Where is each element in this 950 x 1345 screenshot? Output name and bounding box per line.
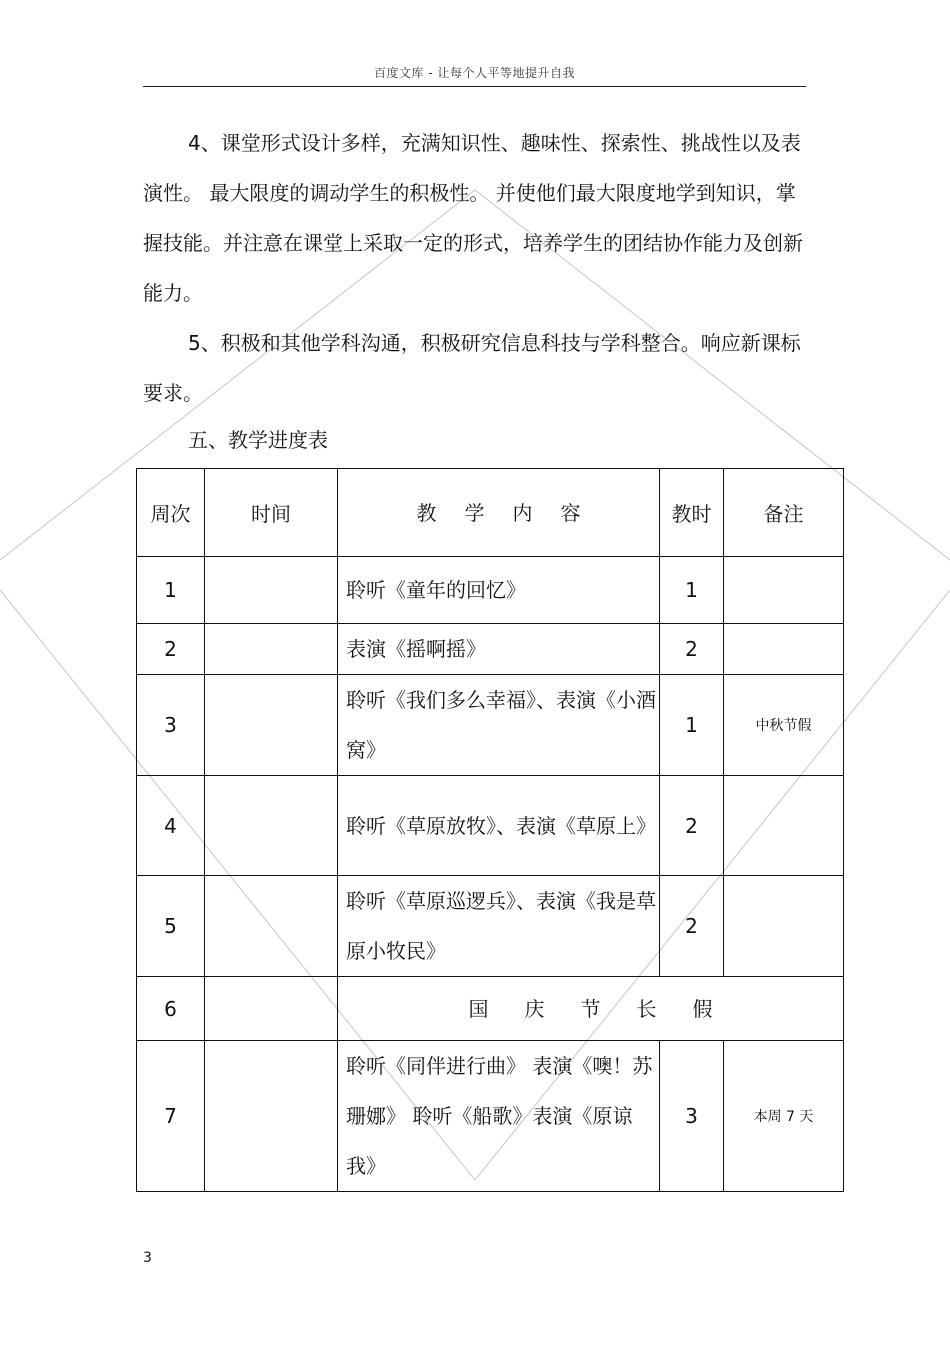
cell-content: 表演《摇啊摇》 (338, 624, 660, 675)
page-header: 百度文库 - 让每个人平等地提升自我 (374, 66, 575, 80)
cell-hours: 3 (660, 1041, 724, 1192)
cell-week: 7 (137, 1041, 205, 1192)
table-row (137, 624, 844, 675)
paragraph-4 (143, 118, 803, 318)
cell-week: 1 (137, 557, 205, 624)
table-header-row (137, 469, 844, 557)
cell-time (205, 624, 338, 675)
cell-hours: 2 (660, 876, 724, 977)
cell-hours: 2 (660, 624, 724, 675)
table-row (137, 977, 844, 1041)
cell-hours: 2 (660, 776, 724, 876)
cell-week: 6 (137, 977, 205, 1041)
cell-content: 聆听《童年的回忆》 (338, 557, 660, 624)
cell-time (205, 876, 338, 977)
paragraph-5-text: 5、积极和其他学科沟通，积极研究信息科技与学科整合。响应新课标要求。 (143, 331, 801, 405)
header-hours: 教时 (660, 469, 724, 557)
cell-content: 聆听《同伴进行曲》 表演《噢！苏珊娜》 聆听《船歌》表演《原谅我》 (338, 1041, 660, 1192)
table-row (137, 557, 844, 624)
header-time: 时间 (205, 469, 338, 557)
cell-holiday: 国庆节长假 (338, 977, 844, 1041)
table-row (137, 1041, 844, 1192)
cell-note (724, 776, 844, 876)
cell-week: 5 (137, 876, 205, 977)
page-number: 3 (143, 1250, 152, 1266)
section-title: 五、教学进度表 (188, 428, 328, 452)
header-divider (143, 86, 806, 87)
cell-time (205, 1041, 338, 1192)
paragraph-5 (143, 318, 803, 418)
cell-week: 3 (137, 675, 205, 776)
cell-note: 中秋节假 (724, 675, 844, 776)
cell-week: 4 (137, 776, 205, 876)
cell-time (205, 776, 338, 876)
cell-content: 聆听《草原放牧》、表演《草原上》 (338, 776, 660, 876)
cell-time (205, 675, 338, 776)
schedule-table (136, 468, 844, 1192)
header-week: 周次 (137, 469, 205, 557)
table-row (137, 776, 844, 876)
cell-week: 2 (137, 624, 205, 675)
cell-note (724, 876, 844, 977)
cell-note (724, 557, 844, 624)
cell-content: 聆听《草原巡逻兵》、表演《我是草原小牧民》 (338, 876, 660, 977)
cell-hours: 1 (660, 675, 724, 776)
cell-content: 聆听《我们多么幸福》、表演《小酒窝》 (338, 675, 660, 776)
cell-hours: 1 (660, 557, 724, 624)
table-row (137, 876, 844, 977)
header-note: 备注 (724, 469, 844, 557)
header-content: 教学内容 (338, 469, 660, 557)
paragraph-4-text: 4、课堂形式设计多样，充满知识性、趣味性、探索性、挑战性以及表演性。 最大限度的调动学生的积极性。 并使他们最大限度地学到知识，掌握技能。并注意在课堂上采取一定的形式，培养学生的团结协作能力及创新能力。 (143, 131, 803, 305)
cell-time (205, 977, 338, 1041)
cell-note: 本周 7 天 (724, 1041, 844, 1192)
cell-note (724, 624, 844, 675)
table-row (137, 675, 844, 776)
cell-time (205, 557, 338, 624)
